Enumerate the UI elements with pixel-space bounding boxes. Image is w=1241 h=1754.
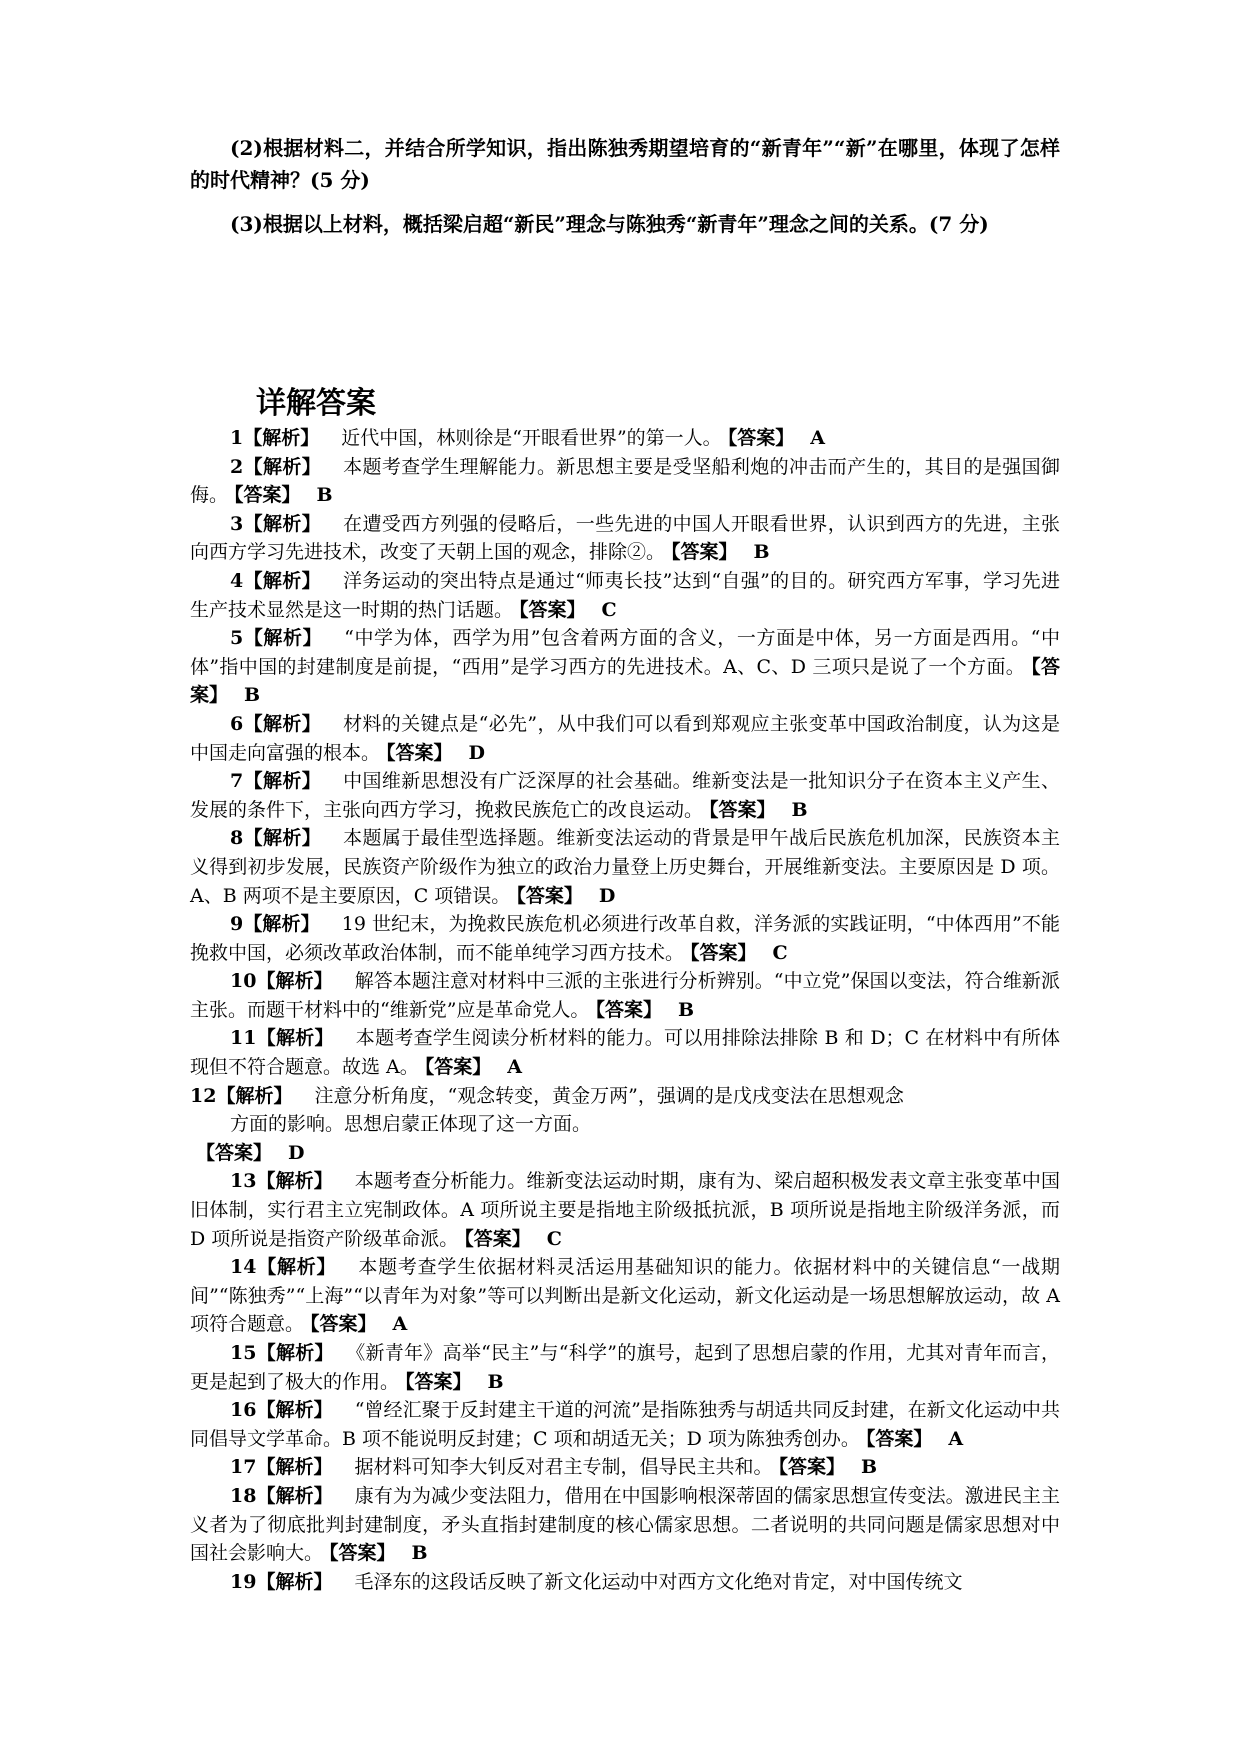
answer-value: A <box>948 1427 964 1450</box>
answer-label: 【答案】 <box>234 484 301 507</box>
answer-value: A <box>392 1313 408 1336</box>
answer-label: 【答案】 <box>865 1427 933 1450</box>
answer-value: C <box>772 941 788 964</box>
answer-label: 【答案】 <box>464 1227 531 1250</box>
answer-value: B <box>316 484 333 507</box>
analysis-tag: 【解析】 <box>243 827 322 850</box>
analysis-tag: 【解析】 <box>256 970 333 993</box>
answer-item <box>190 1482 1060 1568</box>
answer-value: A <box>810 427 825 449</box>
analysis-text: 洋务运动的突出特点是通过“师夷长技”达到“自强”的目的。研究西方军事，学习先进生产技术显然是这一时期的热门话题。 <box>190 569 1060 621</box>
analysis-text: “中学为体，西学为用”包含着两方面的含义，一方面是中体，另一方面是西用。“中体”指中国的封建制度是前提，“西用”是学习西方的先进技术。A、C、D 三项只是说了一个方面。 <box>190 627 1060 678</box>
answer-label: 【答案】 <box>310 1313 377 1336</box>
analysis-text: 《新青年》高举“民主”与“科学”的旗号，起到了思想启蒙的作用，尤其对青年而言，更是起到了极大的作用。 <box>190 1342 1060 1393</box>
answer-item <box>190 1082 1060 1168</box>
answer-item <box>190 1339 1060 1396</box>
analysis-tag: 【解析】 <box>243 427 320 449</box>
answer-value: D <box>468 741 486 764</box>
question-2 <box>190 132 1060 196</box>
answer-item <box>190 624 1060 710</box>
answer-value: C <box>601 598 617 621</box>
analysis-tag: 【解析】 <box>256 1027 334 1050</box>
analysis-tag: 【解析】 <box>243 712 322 735</box>
analysis-text: 近代中国，林则徐是“开眼看世界”的第一人。 <box>341 427 722 449</box>
analysis-tag: 【解析】 <box>243 913 320 936</box>
question-number: 18 <box>230 1484 257 1507</box>
question-number: 12 <box>190 1084 217 1107</box>
answer-value: B <box>487 1370 504 1393</box>
answer-value: B <box>244 684 261 707</box>
answer-value: D <box>288 1141 305 1164</box>
question-text: (2)根据材料二，并结合所学知识，指出陈独秀期望培育的“新青年”“新”在哪里，体现了怎样的时代精神？(5 分) <box>190 136 1060 192</box>
analysis-tag: 【解析】 <box>243 627 323 650</box>
analysis-text: 据材料可知李大钊反对君主专制，倡导民主共和。 <box>354 1456 773 1479</box>
question-number: 3 <box>230 512 244 535</box>
answer-label: 【答案】 <box>727 427 795 449</box>
analysis-tag: 【解析】 <box>243 512 322 535</box>
answer-list <box>190 424 1060 1596</box>
answer-item <box>190 453 1060 510</box>
analysis-tag: 【解析】 <box>243 569 321 592</box>
analysis-tag: 【解析】 <box>256 1342 334 1364</box>
answer-item <box>190 424 1060 453</box>
answer-item <box>190 967 1060 1024</box>
question-number: 1 <box>230 427 244 449</box>
analysis-text: 毛泽东的这段话反映了新文化运动中对西方文化绝对肯定，对中国传统文 <box>354 1570 963 1593</box>
answer-value: C <box>546 1227 562 1250</box>
analysis-text: 康有为为减少变法阻力，借用在中国影响根深蒂固的儒家思想宣传变法。激进民主主义者为了彻底批判封建制度，矛头直指封建制度的核心儒家思想。二者说明的共同问题是儒家思想对中国社会影响大。 <box>190 1484 1060 1565</box>
analysis-tag: 【解析】 <box>256 1256 337 1279</box>
analysis-tag: 【解析】 <box>256 1484 333 1507</box>
answer-value: B <box>677 998 695 1021</box>
answer-label: 【答案】 <box>424 1056 492 1079</box>
question-text: (3)根据以上材料，概括梁启超“新民”理念与陈独秀“新青年”理念之间的关系。(7 分) <box>230 212 989 236</box>
analysis-text: 中国维新思想没有广泛深厚的社会基础。维新变法是一批知识分子在资本主义产生、发展的条件下，主张向西方学习，挽救民族危亡的改良运动。 <box>190 770 1060 821</box>
question-number: 19 <box>230 1570 257 1593</box>
analysis-text: 注意分析角度，“观念转变，黄金万两”，强调的是戊戌变法在思想观念 <box>314 1084 904 1107</box>
question-number: 6 <box>230 712 244 735</box>
question-number: 4 <box>230 569 244 592</box>
analysis-text: 本题考查分析能力。维新变法运动时期，康有为、梁启超积极发表文章主张变革中国旧体制，实行君主立宪制政体。A 项所说主要是指地主阶级抵抗派，B 项所说是指地主阶级洋务派，而 D 项所说是指资产阶级革命派。 <box>190 1170 1060 1250</box>
answer-value: B <box>861 1456 878 1479</box>
question-number: 15 <box>230 1342 257 1364</box>
question-number: 17 <box>230 1456 257 1479</box>
answer-item <box>190 1453 1060 1482</box>
question-number: 13 <box>230 1170 257 1193</box>
analysis-tag: 【解析】 <box>243 770 322 793</box>
answer-item <box>190 1253 1060 1339</box>
answer-item <box>190 1568 1060 1597</box>
answer-label: 【答案】 <box>595 998 662 1021</box>
analysis-tag: 【解析】 <box>216 1084 293 1107</box>
answer-label: 【答案】 <box>386 741 453 764</box>
analysis-tag: 【解析】 <box>256 1170 333 1193</box>
analysis-text-continued: 方面的影响。思想启蒙正体现了这一方面。 <box>230 1113 592 1136</box>
question-number: 11 <box>230 1027 257 1050</box>
answer-value: B <box>411 1542 428 1565</box>
answer-item <box>190 710 1060 767</box>
analysis-tag: 【解析】 <box>256 1399 333 1422</box>
answer-label: 【答案】 <box>196 1141 273 1164</box>
answer-item <box>190 824 1060 910</box>
analysis-text: 材料的关键点是“必先”，从中我们可以看到郑观应主张变革中国政治制度，认为这是中国走向富强的根本。 <box>190 712 1060 764</box>
answer-item <box>190 567 1060 624</box>
analysis-text: 本题考查学生理解能力。新思想主要是受坚船利炮的冲击而产生的，其目的是强国御侮。 <box>190 455 1060 507</box>
question-number: 7 <box>230 770 244 793</box>
question-number: 16 <box>230 1399 257 1422</box>
answer-item <box>190 767 1060 824</box>
question-number: 10 <box>230 970 257 993</box>
answer-label: 【答案】 <box>709 798 776 821</box>
answer-label: 【答案】 <box>690 941 757 964</box>
answer-value: B <box>753 541 770 564</box>
answer-label: 【答案】 <box>190 655 1060 707</box>
section-title: 详解答案 <box>256 386 376 421</box>
answer-label: 【答案】 <box>516 884 583 907</box>
analysis-text: 解答本题注意对材料中三派的主张进行分析辨别。“中立党”保国以变法，符合维新派主张。而题干材料中的“维新党”应是革命党人。 <box>190 970 1060 1021</box>
analysis-text: 在遭受西方列强的侵略后，一些先进的中国人开眼看世界，认识到西方的先进，主张向西方学习先进技术，改变了天朝上国的观念，排除②。 <box>190 512 1060 564</box>
answer-label: 【答案】 <box>519 598 586 621</box>
answer-item <box>190 910 1060 967</box>
answer-label: 【答案】 <box>405 1370 472 1393</box>
question-number: 5 <box>230 627 244 650</box>
analysis-tag: 【解析】 <box>256 1570 333 1593</box>
analysis-text: 本题属于最佳型选择题。维新变法运动的背景是甲午战后民族危机加深，民族资本主义得到初步发展，民族资产阶级作为独立的政治力量登上历史舞台，开展维新变法。主要原因是 D 项。A、B 两项不是主要原因，C 项错误。 <box>190 827 1060 907</box>
answer-item <box>190 510 1060 567</box>
analysis-text: “曾经汇聚于反封建主干道的河流”是指陈独秀与胡适共同反封建，在新文化运动中共同倡导文学革命。B 项不能说明反封建；C 项和胡适无关；D 项为陈独秀创办。 <box>190 1399 1060 1450</box>
question-number: 8 <box>230 827 244 850</box>
analysis-text: 本题考查学生阅读分析材料的能力。可以用排除法排除 B 和 D；C 在材料中有所体现但不符合题意。故选 A。 <box>190 1027 1060 1079</box>
question-3 <box>190 208 1060 240</box>
analysis-text: 19 世纪末，为挽救民族危机必须进行改革自救，洋务派的实践证明，“中体西用”不能挽救中国，必须改革政治体制，而不能单纯学习西方技术。 <box>190 913 1060 964</box>
analysis-text: 本题考查学生依据材料灵活运用基础知识的能力。依据材料中的关键信息“一战期间”“陈独秀”“上海”“以青年为对象”等可以判断出是新文化运动，新文化运动是一场思想解放运动，故 A 项符合题意。 <box>190 1256 1060 1336</box>
answer-item <box>190 1024 1060 1081</box>
answer-item <box>190 1396 1060 1453</box>
answer-value: A <box>507 1056 523 1079</box>
answer-value: D <box>598 884 616 907</box>
answer-value: B <box>791 798 808 821</box>
question-number: 14 <box>230 1256 257 1279</box>
answer-item <box>190 1167 1060 1253</box>
answer-label: 【答案】 <box>329 1542 396 1565</box>
question-number: 2 <box>230 455 244 478</box>
answer-label: 【答案】 <box>671 541 738 564</box>
analysis-tag: 【解析】 <box>243 455 322 478</box>
analysis-tag: 【解析】 <box>256 1456 333 1479</box>
answer-label: 【答案】 <box>778 1456 845 1479</box>
question-number: 9 <box>230 913 244 936</box>
